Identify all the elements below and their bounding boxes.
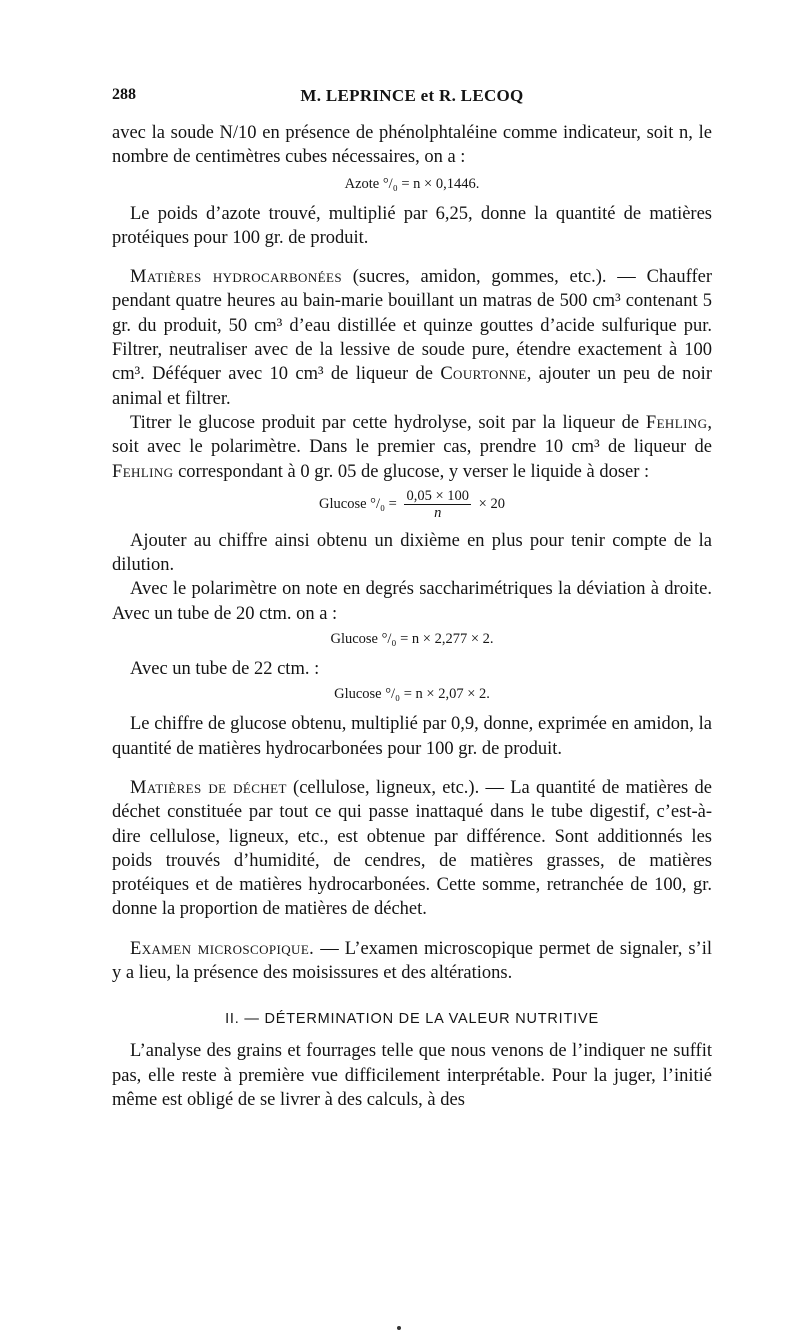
paragraph-5: Ajouter au chiffre ainsi obtenu un dixième en plus pour tenir compte de la dilution. [112,530,712,576]
paragraph-3-end: , ajouter un peu de noir animal et filtrer. [112,364,712,409]
paragraph-9-text: (cellulose, ligneux, etc.). — La quantité de matières de déchet constituée par tout ce qui passe inattaqué dans le tube digestif, c’est-à-dire cellulose, ligneux, etc., est obtenue par différence. Sont additionnés les poids trouvés d’humidité, de cendres, de matières grasses, de matières protéiques et de matières hydrocarbonées. Cette somme, retranchée de 100, gr. donne la proportion de matières de déchet. [112,777,712,920]
page-mark [397,1326,401,1330]
heading-matieres-de-dechet: Matières de déchet [130,777,287,798]
fraction-numerator: 0,05 × 100 [406,487,470,504]
paragraph-4-c: correspondant à 0 gr. 05 de glucose, y verser le liquide à doser : [173,461,650,482]
formula-fraction [404,488,471,521]
name-fehling-2: Fehling [112,461,174,482]
paragraph-8: Le chiffre de glucose obtenu, multiplié par 0,9, donne, exprimée en amidon, la quantité de matières hydrocarbonées pour 100 gr. de produit. [112,714,712,759]
formula-glucose-20: Glucose °/₀ = n × 2,277 × 2. [330,631,494,648]
formula-azote: Azote °/₀ = n × 0,1446. [344,175,480,192]
page-header [112,86,712,110]
heading-examen-microscopique: Examen microscopique. [130,938,315,959]
paragraph-4-a: Titrer le glucose produit par cette hydrolyse, soit par la liqueur de [130,412,646,433]
paragraph-2: Le poids d’azote trouvé, multiplié par 6,25, donne la quantité de matières protéiques pour 100 gr. de produit. [112,203,712,248]
running-head: M. LEPRINCE et R. LECOQ [300,86,524,105]
paragraph-10 [112,937,712,986]
paragraph-3-text: (sucres, amidon, gommes, etc.). — Chauffer pendant quatre heures au bain-marie bouillant un matras de 500 cm³ contenant 5 gr. du produit, 50 cm³ d’eau distillée et quinze gouttes d’acide sulfurique pur. Filtrer, neutraliser avec de la lessive de soude pure, étendre exactement à 100 cm³. Déféquer avec 10 cm³ de liqueur de [112,267,712,385]
paragraph-3 [112,265,712,411]
formula-glucose-left: Glucose °/₀ = [319,495,397,512]
name-fehling-1: Fehling [645,412,708,433]
formula-glucose-fehling [112,488,712,521]
paragraph-7: Avec un tube de 22 ctm. : [130,659,320,680]
paragraph-4-b: , soit avec le polarimètre. Dans le premier cas, prendre 10 cm³ de liqueur de [112,412,712,458]
paragraph-1: avec la soude N/10 en présence de phénolphtaléine comme indicateur, soit n, le nombre de centimètres cubes nécessaires, on a : [112,123,712,168]
page-body [112,121,712,1112]
paragraph-9 [112,776,712,922]
fraction-denominator: n [434,504,442,521]
paragraph-6: Avec le polarimètre on note en degrés saccharimétriques la déviation à droite. Avec un tube de 20 ctm. on a : [112,579,712,624]
name-courtonne: Courtonne [440,364,527,385]
paragraph-10-text: — L’examen microscopique permet de signaler, s’il y a lieu, la présence des moisissures et des altérations. [112,938,712,984]
section-title: II. — DÉTERMINATION DE LA VALEUR NUTRITIVE [225,1011,599,1028]
paragraph-11: L’analyse des grains et fourrages telle que nous venons de l’indiquer ne suffit pas, elle reste à première vue difficilement interprétable. Pour la juger, l’initié même est obligé de se livrer à des calculs, à des [112,1041,712,1110]
paragraph-4 [112,411,712,484]
page-number: 288 [112,86,136,103]
heading-matieres-hydrocarbonees: Matières hydrocarbonées [130,267,342,288]
formula-glucose-right: × 20 [478,495,505,512]
formula-glucose-22: Glucose °/₀ = n × 2,07 × 2. [334,686,490,703]
